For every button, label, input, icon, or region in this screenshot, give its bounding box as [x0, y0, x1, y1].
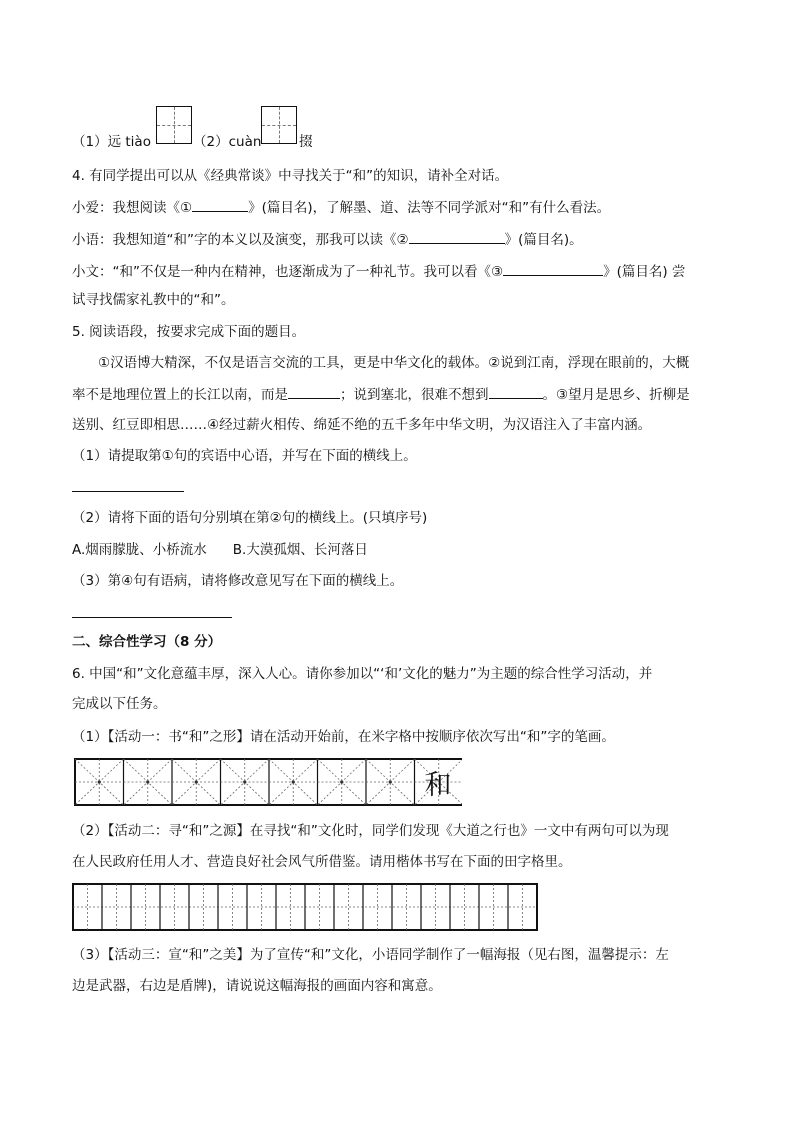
q4-blank-2[interactable] — [409, 229, 505, 244]
q5-para2-text-a: 率不是地理位置上的长江以南，而是 — [72, 387, 288, 403]
q5-para2-text-b: ；说到塞北，很难不想到 — [340, 387, 489, 403]
q5-blank-jiangnan[interactable] — [288, 384, 340, 399]
q6-activity2-line-1: （2）【活动二：寻“和”之源】在寻找“和”文化时，同学们发现《大道之行也》一文中有两句可以为现 — [72, 823, 669, 839]
q5-sub3-answer-line[interactable] — [72, 617, 232, 618]
q3-item2 — [193, 132, 261, 152]
q3-item2-pinyin: cuàn — [228, 134, 262, 150]
section2-title: 二、综合性学习（8 分） — [72, 634, 222, 650]
q5-paragraph-line-2 — [72, 384, 690, 405]
q5-para2-text-c: 。③望月是思乡、折柳是 — [542, 387, 690, 403]
tianzi-grid[interactable] — [72, 883, 539, 933]
q4-prompt: 4. 有同学提出可以从《经典常谈》中寻找关于“和”的知识，请补全对话。 — [72, 168, 509, 184]
q3-item2-writing-box[interactable] — [261, 106, 297, 144]
q4-xiaoyu-line — [72, 229, 583, 250]
q3-item1-word: 远 — [107, 134, 122, 150]
model-char-he: 和 — [424, 770, 452, 801]
q5-option-a: A.烟雨朦胧、小桥流水 — [72, 542, 207, 558]
q3-item1-pinyin: tiào — [125, 134, 151, 150]
q4-xiaowen-text-b: 》(篇目名) 尝 — [603, 264, 686, 280]
q5-sub1-answer-line[interactable] — [72, 491, 184, 492]
q4-xiaoyu-text-b: 》(篇目名)。 — [504, 232, 583, 248]
q5-option-b: B.大漠孤烟、长河落日 — [232, 542, 368, 558]
q4-xiaoai-text-a: 小爱：我想阅读《① — [72, 200, 193, 216]
q5-sub3: （3）第④句有语病，请将修改意见写在下面的横线上。 — [72, 573, 404, 589]
q6-activity1: （1）【活动一：书“和”之形】请在活动开始前，在米字格中按顺序依次写出“和”字的笔画。 — [72, 729, 615, 745]
q6-activity2-line-2: 在人民政府任用人才、营造良好社会风气所借鉴。请用楷体书写在下面的田字格里。 — [72, 854, 572, 870]
q4-xiaoai-line — [72, 197, 610, 218]
mizi-grid[interactable] — [74, 758, 462, 808]
q5-sub2: （2）请将下面的语句分别填在第②句的横线上。(只填序号) — [72, 510, 428, 526]
q3-row — [72, 132, 151, 152]
q5-options — [72, 540, 368, 560]
q6-activity3-line-2: 边是武器，右边是盾牌)，请说说这幅海报的画面内容和寓意。 — [72, 978, 442, 994]
q3-item1-num: （1） — [72, 134, 108, 150]
q5-blank-saibei[interactable] — [489, 384, 543, 399]
q3-item1-writing-box[interactable] — [156, 106, 192, 144]
q4-xiaowen-text-a: 小文：“和”不仅是一种内在精神，也逐渐成为了一种礼节。我可以看《③ — [72, 264, 504, 280]
q6-intro-line-2: 完成以下任务。 — [72, 696, 167, 712]
q4-xiaoyu-text-a: 小语：我想知道“和”字的本义以及演变，那我可以读《② — [72, 232, 409, 248]
q4-blank-1[interactable] — [192, 197, 248, 212]
q4-blank-3[interactable] — [503, 261, 603, 276]
q4-xiaowen-line — [72, 261, 685, 282]
q6-activity3-line-1: （3）【活动三：宣“和”之美】为了宣传“和”文化，小语同学制作了一幅海报（见右图，温馨提示：左 — [72, 947, 669, 963]
q5-prompt: 5. 阅读语段，按要求完成下面的题目。 — [72, 324, 306, 340]
q5-paragraph-line-1: ①汉语博大精深，不仅是语言交流的工具，更是中华文化的载体。②说到江南，浮现在眼前的，大概 — [98, 355, 690, 371]
q5-sub1: （1）请提取第①句的宾语中心语，并写在下面的横线上。 — [72, 448, 417, 464]
q4-xiaoai-text-b: 》(篇目名)，了解墨、道、法等不同学派对“和”有什么看法。 — [248, 200, 611, 216]
q5-paragraph-line-3: 送别、红豆即相思……④经过薪火相传、绵延不绝的五千多年中华文明，为汉语注入了丰富内涵。 — [72, 417, 652, 433]
q3-item2-tail: 掇 — [299, 134, 313, 150]
q3-item2-num: （2） — [193, 134, 229, 150]
q6-intro-line-1: 6. 中国“和”文化意蕴丰厚，深入人心。请你参加以“‘和’文化的魅力”为主题的综合性学习活动，并 — [72, 666, 653, 682]
q4-xiaowen-line-2: 试寻找儒家礼教中的“和”。 — [72, 292, 235, 308]
